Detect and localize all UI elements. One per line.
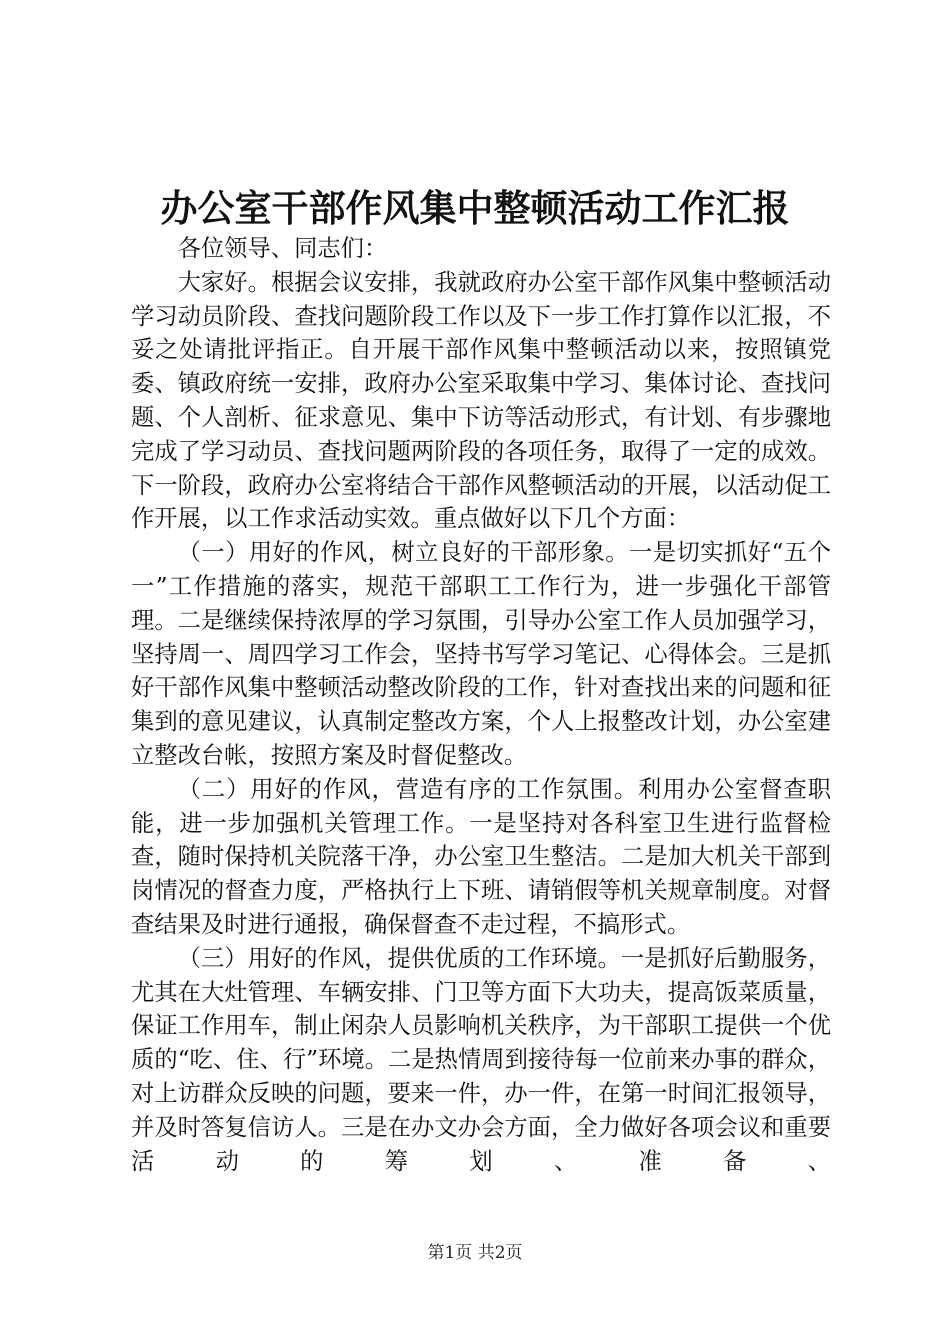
page-number-footer: 第1页 共2页 — [427, 1243, 523, 1263]
paragraph-section-2: （二）用好的作风，营造有序的工作氛围。利用办公室督查职能，进一步加强机关管理工作。一是坚持对各科室卫生进行监督检查，随时保持机关院落干净，办公室卫生整洁。二是加大机关干部到岗情况的督查力度，严格执行上下班、请销假等机关规章制度。对督查结果及时进行通报，确保督查不走过程，不搞形式。 — [131, 775, 831, 938]
paragraph-intro: 大家好。根据会议安排，我就政府办公室干部作风集中整顿活动学习动员阶段、查找问题阶段工作以及下一步工作打算作以汇报，不妥之处请批评指正。自开展干部作风集中整顿活动以来，按照镇党委、镇政府统一安排，政府办公室采取集中学习、集体讨论、查找问题、个人剖析、征求意见、集中下访等活动形式，有计划、有步骤地完成了学习动员、查找问题两阶段的各项任务，取得了一定的成效。下一阶段，政府办公室将结合干部作风整顿活动的开展，以活动促工作开展，以工作求活动实效。重点做好以下几个方面： — [131, 268, 831, 533]
paragraph-section-1: （一）用好的作风，树立良好的干部形象。一是切实抓好“五个一”工作措施的落实，规范干部职工工作行为，进一步强化干部管理。二是继续保持浓厚的学习氛围，引导办公室工作人员加强学习，坚持周一、周四学习工作会，坚持书写学习笔记、心得体会。三是抓好干部作风集中整顿活动整改阶段的工作，针对查找出来的问题和征集到的意见建议，认真制定整改方案，个人上报整改计划，办公室建立整改台帐，按照方案及时督促整改。 — [131, 539, 831, 769]
document-title: 办公室干部作风集中整顿活动工作汇报 — [160, 186, 790, 230]
salutation: 各位领导、同志们： — [177, 235, 388, 262]
paragraph-section-3: （三）用好的作风，提供优质的工作环境。一是抓好后勤服务，尤其在大灶管理、车辆安排、门卫等方面下大功夫，提高饭菜质量，保证工作用车，制止闲杂人员影响机关秩序，为干部职工提供一个优质的“吃、住、行”环境。二是热情周到接待每一位前来办事的群众，对上访群众反映的问题，要来一件，办一件，在第一时间汇报领导，并及时答复信访人。三是在办文办会方面，全力做好各项会议和重要活动的筹划、准备、 — [131, 944, 831, 1175]
document-body — [131, 232, 831, 1178]
